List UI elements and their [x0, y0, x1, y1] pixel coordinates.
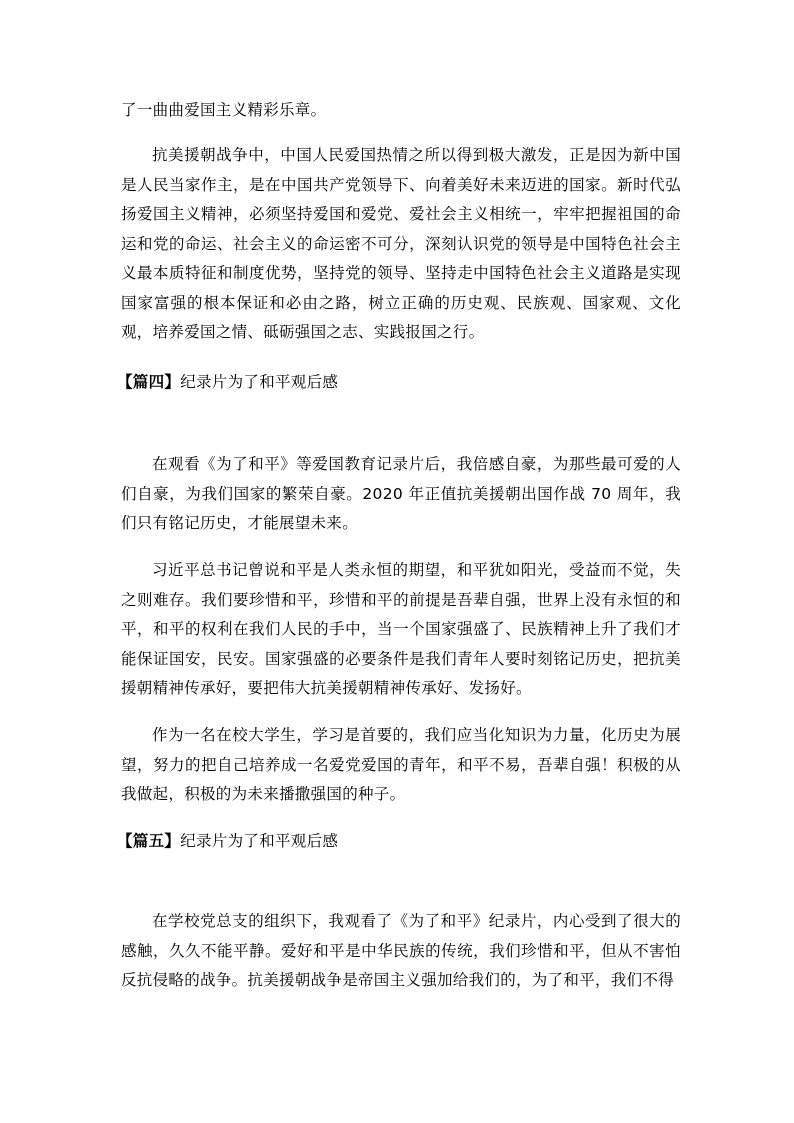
paragraph-school: 在学校党总支的组织下，我观看了《为了和平》纪录片，内心受到了很大的感触，久久不能平静。爱好和平是中华民族的传统，我们珍惜和平，但从不害怕反抗侵略的战争。抗美援朝战争是帝国主义强加给我们的，为了和平，我们不得 — [121, 912, 681, 989]
paragraph-student: 作为一名在校大学生，学习是首要的，我们应当化知识为力量，化历史为展望，努力的把自己培养成一名爱党爱国的青年，和平不易，吾辈自强！积极的从我做起，积极的为未来播撒强国的种子。 — [121, 726, 681, 803]
section-title-4: 纪录片为了和平观后感 — [180, 373, 339, 391]
section-title-5: 纪录片为了和平观后感 — [180, 832, 339, 850]
paragraph-peace: 习近平总书记曾说和平是人类永恒的期望，和平犹如阳光，受益而不觉，失之则难存。我们要珍惜和平，珍惜和平的前提是吾辈自强，世界上没有永恒的和平，和平的权利在我们人民的手中，当一个国家强盛了、民族精神上升了我们才能保证国安，民安。国家强盛的必要条件是我们青年人要时刻铭记历史，把抗美援朝精神传承好，要把伟大抗美援朝精神传承好、发扬好。 — [121, 561, 681, 697]
section-heading-4 — [117, 368, 338, 398]
paragraph-patriotism: 抗美援朝战争中，中国人民爱国热情之所以得到极大激发，正是因为新中国是人民当家作主，是在中国共产党领导下、向着美好未来迈进的国家。新时代弘扬爱国主义精神，必须坚持爱国和爱党、爱社会主义相统一，牢牢把握祖国的命运和党的命运、社会主义的命运密不可分，深刻认识党的领导是中国特色社会主义最本质特征和制度优势，坚持党的领导、坚持走中国特色社会主义道路是实现国家富强的根本保证和必由之路，树立正确的历史观、民族观、国家观、文化观，培养爱国之情、砥砺强国之志、实践报国之行。 — [121, 146, 681, 341]
paragraph-continuation: 了一曲曲爱国主义精彩乐章。 — [121, 101, 327, 119]
section-heading-5 — [117, 827, 338, 857]
paragraph-watching: 在观看《为了和平》等爱国教育记录片后，我倍感自豪，为那些最可爱的人们自豪，为我们国家的繁荣自豪。2020 年正值抗美援朝出国作战 70 周年，我们只有铭记历史，才能展望未来。 — [121, 455, 681, 532]
section-label-4: 【篇四】 — [117, 373, 181, 391]
section-label-5: 【篇五】 — [117, 832, 181, 850]
